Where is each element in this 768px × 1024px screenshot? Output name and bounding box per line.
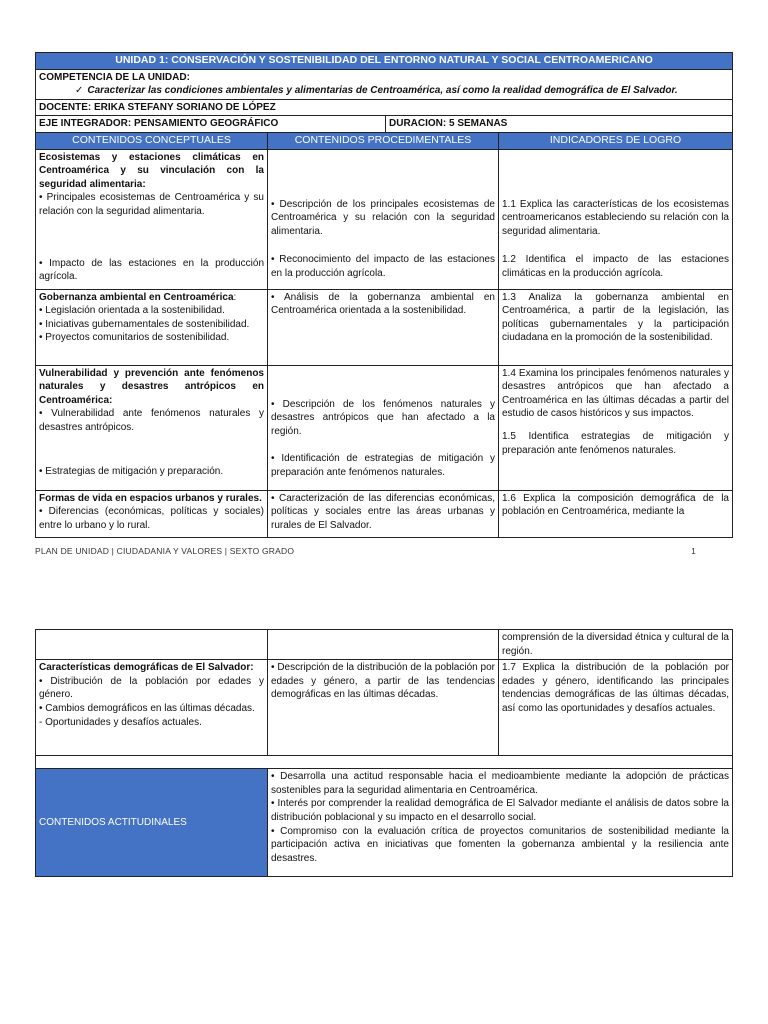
indicator-text: comprensión de la diversidad étnica y cultural de la región. <box>502 632 729 657</box>
list-item: • Descripción de la distribución de la población por edades y género, a partir de las tendencias demográficas en las últimas décadas. <box>271 662 495 701</box>
list-item: • Reconocimiento del impacto de las estaciones en la producción agrícola. <box>271 254 495 279</box>
procedimental-cell-gobernanza <box>268 289 499 365</box>
list-item: • Caracterización de las diferencias económicas, políticas y sociales entre las áreas urbanas y rurales de El Salvador. <box>271 492 495 531</box>
row-title: Ecosistemas y estaciones climáticas en Centroamérica y su vinculación con la seguridad alimentaria: <box>39 151 264 190</box>
docente: DOCENTE: ERIKA STEFANY SORIANO DE LÓPEZ <box>36 99 733 116</box>
indicator-text: 1.3 Analiza la gobernanza ambiental en Centroamérica, a partir de la legislación, las políticas gubernamentales y la participación ciudadana en la promoción de la sostenibilidad. <box>502 291 729 344</box>
list-item: • Descripción de los fenómenos naturales y desastres antrópicos que han afectado a la región. <box>271 398 495 437</box>
conceptual-cell-ecosistemas <box>36 149 268 289</box>
indicador-cell-vulnerabilidad <box>499 365 733 490</box>
list-item: • Descripción de los principales ecosistemas de Centroamérica y su relación con la seguridad alimentaria. <box>271 198 495 237</box>
list-item: - Oportunidades y desafíos actuales. <box>39 716 202 728</box>
footer-text: PLAN DE UNIDAD | CIUDADANIA Y VALORES | SEXTO GRADO <box>35 546 295 556</box>
indicator-text: 1.7 Explica la distribución de la población por edades y género, identificando las principales tendencias demográficas de las últimas décadas, así como las oportunidades y desafíos actuales. <box>502 662 729 714</box>
page-number: 1 <box>691 546 696 556</box>
procedimental-cell-vulnerabilidad <box>268 365 499 490</box>
list-item: • Diferencias (económicas, políticas y sociales) entre lo urbano y lo rural. <box>39 506 264 531</box>
row-title: Características demográficas de El Salvador: <box>39 662 254 674</box>
procedimental-cell-ecosistemas <box>268 149 499 289</box>
header-conceptuales: CONTENIDOS CONCEPTUALES <box>36 132 268 149</box>
indicador-cell-formas-de-vida <box>499 490 733 537</box>
list-item: • Principales ecosistemas de Centroamérica y su relación con la seguridad alimentaria. <box>39 192 264 217</box>
indicador-cell-continuation <box>499 630 733 660</box>
competencia-label: COMPETENCIA DE LA UNIDAD: <box>39 71 190 83</box>
list-item: • Impacto de las estaciones en la producción agrícola. <box>39 257 264 283</box>
list-item: • Vulnerabilidad ante fenómenos naturales y desastres antrópicos. <box>39 408 264 433</box>
conceptual-cell-formas-de-vida <box>36 490 268 537</box>
list-item: • Iniciativas gubernamentales de sostenibilidad. <box>39 318 250 330</box>
empty-cell <box>36 630 268 660</box>
spacer-row <box>36 756 733 769</box>
list-item: • Proyectos comunitarios de sostenibilidad. <box>39 332 230 344</box>
indicator-text: 1.6 Explica la composición demográfica de la población en Centroamérica, mediante la <box>502 492 729 518</box>
actitudinales-cell <box>268 769 733 877</box>
list-item: • Identificación de estrategias de mitigación y preparación ante fenómenos naturales. <box>271 453 495 478</box>
procedimental-cell-formas-de-vida <box>268 490 499 537</box>
indicator-text: 1.5 Identifica estrategias de mitigación y preparación ante fenómenos naturales. <box>502 430 729 456</box>
indicador-cell-ecosistemas <box>499 149 733 289</box>
actitudinales-label: CONTENIDOS ACTITUDINALES <box>36 769 268 877</box>
row-title: Formas de vida en espacios urbanos y rurales. <box>39 492 262 504</box>
conceptual-cell-demograficas <box>36 660 268 756</box>
conceptual-cell-gobernanza <box>36 289 268 365</box>
indicator-text: 1.2 Identifica el impacto de las estaciones climáticas en la producción agrícola. <box>502 254 729 279</box>
row-title: Vulnerabilidad y prevención ante fenómenos naturales y desastres antrópicos en Centroamérica: <box>39 367 264 406</box>
duracion: DURACION: 5 SEMANAS <box>386 116 733 133</box>
title-colon: : <box>233 291 237 303</box>
header-procedimentales: CONTENIDOS PROCEDIMENTALES <box>268 132 499 149</box>
empty-cell <box>268 630 499 660</box>
eje-integrador: EJE INTEGRADOR: PENSAMIENTO GEOGRÁFICO <box>36 116 386 133</box>
unit-plan-table-page-1 <box>35 52 733 538</box>
list-item: • Compromiso con la evaluación crítica de proyectos comunitarios de sostenibilidad mediante la participación activa en iniciativas que fomenten la gobernanza ambiental y la resiliencia ante desastres. <box>271 825 729 864</box>
list-item: • Legislación orientada a la sostenibilidad. <box>39 305 225 317</box>
indicator-text: 1.1 Explica las características de los ecosistemas centroamericanos estableciendo su relación con la seguridad alimentaria. <box>502 198 729 237</box>
list-item: • Estrategias de mitigación y preparación. <box>39 465 224 477</box>
indicator-text: 1.4 Examina los principales fenómenos naturales y desastres antrópicos que han afectado a Centroamérica en las últimas décadas a partir del estudio de casos históricos y sus impactos. <box>502 367 729 420</box>
list-item: • Interés por comprender la realidad demográfica de El Salvador mediante el análisis de datos sobre la distribución poblacional y su impacto en el desarrollo social. <box>271 798 729 823</box>
indicador-cell-gobernanza <box>499 289 733 365</box>
competencia-text: Caracterizar las condiciones ambientales y alimentarias de Centroamérica, así como la realidad demográfica de El Salvador. <box>87 85 678 97</box>
page-footer <box>35 546 732 556</box>
list-item: • Cambios demográficos en las últimas décadas. <box>39 702 255 714</box>
row-title: Gobernanza ambiental en Centroamérica <box>39 291 234 303</box>
checkmark-icon: ✓ <box>75 85 84 97</box>
unit-title: UNIDAD 1: CONSERVACIÓN Y SOSTENIBILIDAD DEL ENTORNO NATURAL Y SOCIAL CENTROAMERICANO <box>36 53 733 70</box>
unit-plan-table-page-2 <box>35 629 733 877</box>
competencia-cell <box>36 69 733 99</box>
list-item: • Análisis de la gobernanza ambiental en Centroamérica orientada a la sostenibilidad. <box>271 291 495 317</box>
header-indicadores: INDICADORES DE LOGRO <box>499 132 733 149</box>
list-item: • Desarrolla una actitud responsable hacia el medioambiente mediante la adopción de prácticas sostenibles para la seguridad alimentaria en Centroamérica. <box>271 771 729 796</box>
conceptual-cell-vulnerabilidad <box>36 365 268 490</box>
procedimental-cell-demograficas <box>268 660 499 756</box>
indicador-cell-demograficas <box>499 660 733 756</box>
list-item: • Distribución de la población por edades y género. <box>39 675 264 701</box>
